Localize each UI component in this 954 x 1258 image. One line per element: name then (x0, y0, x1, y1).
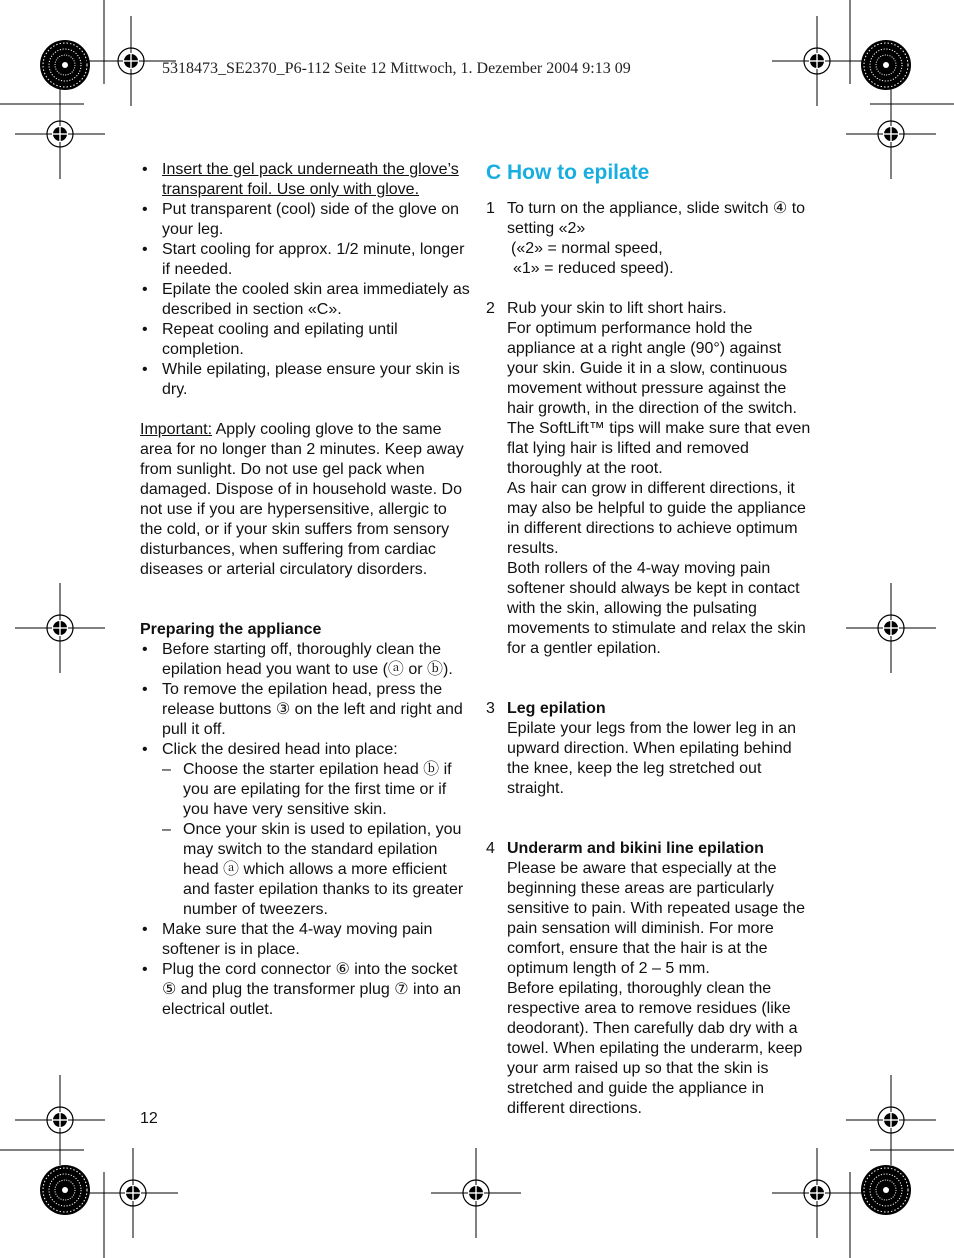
step-title: Underarm and bikini line epilation (507, 840, 764, 857)
important-text: Apply cooling glove to the same area for no longer than 2 minutes. Keep away from sunlight. Do not use gel pack when damaged. Dispose of in household waste. Do not use if you are hypersensitive, allergic to the cold, or if your skin suffers from sensory disturbances, when suffering from cardiac diseases or arterial circulatory disorders. (140, 421, 464, 578)
step-number: 2 (486, 300, 495, 317)
sub-list-item: – Choose the starter epilation head ⓑ if you are epilating for the first time or if you have very sensitive skin. (140, 760, 470, 820)
step-text: As hair can grow in different directions, it may also be helpful to guide the appliance in different directions to achieve optimum results. (507, 480, 806, 557)
step-4 (486, 839, 816, 1119)
step-number: 1 (486, 200, 495, 217)
registration-mark-icon (431, 1148, 521, 1238)
print-slug-line: 5318473_SE2370_P6-112 Seite 12 Mittwoch, 1. Dezember 2004 9:13 09 (162, 60, 631, 77)
step-text: To turn on the appliance, slide switch ④ to setting «2» (507, 200, 806, 237)
step-text: («2» = normal speed, (511, 240, 663, 257)
registration-mark-icon (15, 1075, 105, 1165)
step-title: Leg epilation (507, 700, 606, 717)
registration-mark-icon (15, 89, 105, 179)
important-note (140, 420, 470, 580)
step-text: Epilate your legs from the lower leg in an upward direction. When epilating behind the knee, keep the leg stretched out straight. (507, 720, 797, 797)
section-title: C How to epilate (486, 161, 650, 184)
registration-mark-icon (88, 1148, 178, 1238)
step-text: «1» = reduced speed). (513, 260, 674, 277)
left-column (140, 160, 470, 1020)
registration-mark-icon (772, 16, 862, 106)
list-item: • Start cooling for approx. 1/2 minute, longer if needed. (140, 240, 470, 280)
list-item: • Click the desired head into place: (140, 740, 470, 760)
step-text: For optimum performance hold the appliance at a right angle (90°) against your skin. Guide it in a slow, continuous movement without pressure against the hair growth, in the direction of the switch. The SoftLift™ tips will make sure that even flat lying hair is lifted and removed thoroughly at the root. (507, 320, 811, 477)
sub-list-item: – Once your skin is used to epilation, you may switch to the standard epilation head ⓐ which allows a more efficient and faster epilation thanks to its greater number of tweezers. (140, 820, 470, 920)
registration-mark-icon (846, 1075, 936, 1165)
section-heading: Preparing the appliance (140, 621, 322, 638)
list-item: • While epilating, please ensure your skin is dry. (140, 360, 470, 400)
list-item: • To remove the epilation head, press the release buttons ③ on the left and right and pull it off. (140, 680, 470, 740)
registration-mark-icon (846, 583, 936, 673)
star-target-icon (861, 40, 911, 90)
step-3 (486, 699, 816, 799)
step-1 (486, 199, 816, 279)
list-item (140, 160, 470, 200)
registration-mark-icon (846, 89, 936, 179)
list-item: • Epilate the cooled skin area immediately as described in section «C». (140, 280, 470, 320)
step-number: 3 (486, 700, 495, 717)
star-target-icon (40, 40, 90, 90)
star-target-icon (861, 1165, 911, 1215)
registration-mark-icon (15, 583, 105, 673)
star-target-icon (40, 1165, 90, 1215)
list-item: • Before starting off, thoroughly clean the epilation head you want to use (ⓐ or ⓑ). (140, 640, 470, 680)
registration-mark-icon (772, 1148, 862, 1238)
list-item: • Repeat cooling and epilating until completion. (140, 320, 470, 360)
right-column (486, 160, 816, 1119)
step-number: 4 (486, 840, 495, 857)
list-item: • Plug the cord connector ⑥ into the socket ⑤ and plug the transformer plug ⑦ into an electrical outlet. (140, 960, 470, 1020)
step-text: Before epilating, thoroughly clean the respective area to remove residues (like deodorant). Then carefully dab dry with a towel. When epilating the underarm, keep your arm raised up so that the skin is stretched and guide the appliance in different directions. (507, 980, 803, 1117)
list-item: • Make sure that the 4-way moving pain softener is in place. (140, 920, 470, 960)
page-number: 12 (140, 1110, 158, 1127)
step-text: Both rollers of the 4-way moving pain softener should always be kept in contact with the skin, allowing the pulsating movements to stimulate and relax the skin for a gentler epilation. (507, 560, 806, 657)
list-item: • Put transparent (cool) side of the glove on your leg. (140, 200, 470, 240)
step-text: Rub your skin to lift short hairs. (507, 300, 727, 317)
step-text: Please be aware that especially at the beginning these areas are particularly sensitive to pain. With repeated usage the pain sensation will diminish. For more comfort, ensure that the hair is at the optimum length of 2 – 5 mm. (507, 860, 805, 977)
gel-pack-instruction: Insert the gel pack underneath the glove’s transparent foil. Use only with glove. (162, 161, 459, 198)
important-label: Important: (140, 421, 213, 438)
step-2 (486, 299, 816, 659)
